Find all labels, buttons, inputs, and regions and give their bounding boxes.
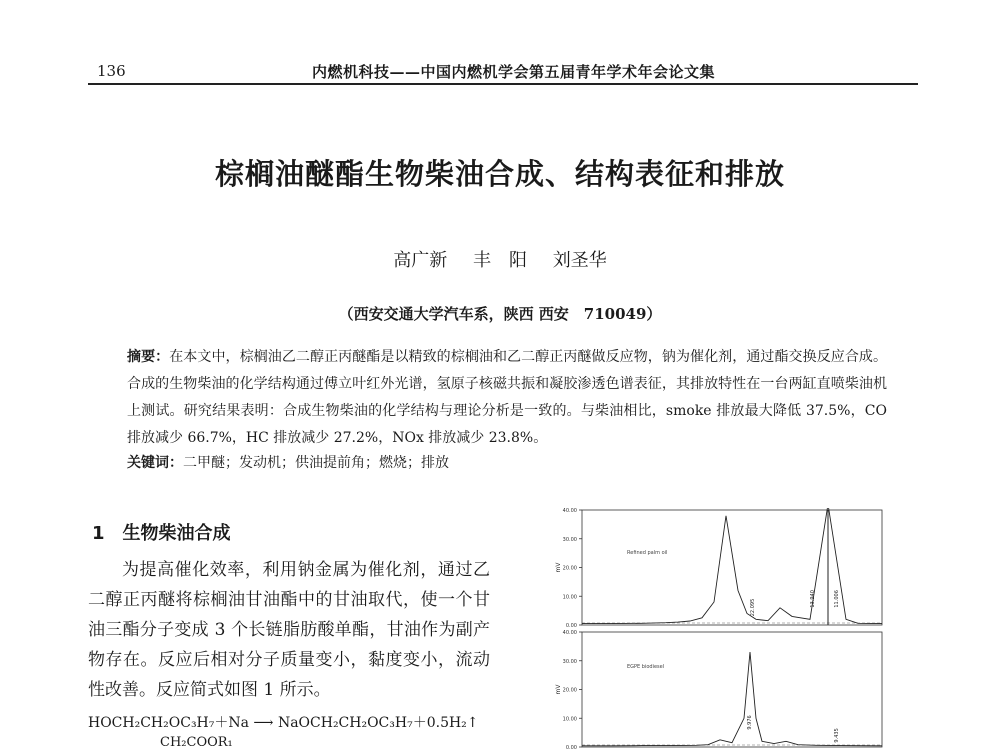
section-number: 1 [92,523,105,544]
y-tick-label: 30.00 [562,658,577,665]
y-axis-label: mV [555,562,562,573]
author-list [0,246,1000,272]
y-tick-label: 20.00 [562,565,577,572]
y-tick-label: 40.00 [562,508,577,514]
chromatogram-panel-2 [555,630,882,751]
abstract-label: 摘要： [127,349,170,365]
keywords [127,452,449,472]
reaction-equation: HOCH₂CH₂OC₃H₇＋Na ⟶ NaOCH₂CH₂OC₃H₇＋0.5H₂↑ [88,715,479,731]
section-title: 生物柴油合成 [122,523,231,544]
y-axis-label: mV [555,684,562,695]
peak-label: 11.006 [834,590,840,608]
author-name: 高广新 [393,250,448,271]
chromatogram-panel-1 [555,508,882,629]
peak-label: 9.976 [747,715,753,730]
y-tick-label: 20.00 [562,687,577,694]
header-rule [88,83,918,85]
running-title: 内燃机科技——中国内燃机学会第五届青年学术年会论文集 [312,63,716,81]
author-name: 刘圣华 [552,250,607,271]
legend-label: EGPE biodiesel [627,664,665,670]
y-tick-label: 10.00 [562,594,577,601]
keywords-text: 二甲醚；发动机；供油提前角；燃烧；排放 [183,455,449,471]
y-tick-label: 40.00 [562,630,577,636]
section-heading [92,519,231,545]
peak-label: 22.095 [750,598,756,617]
y-tick-label: 0.00 [565,623,577,629]
paper-title: 棕榈油醚酯生物柴油合成、结构表征和排放 [214,157,785,191]
author-name: 丰 阳 [473,250,527,271]
peak-label: 13.940 [810,590,816,608]
section-body [88,555,490,705]
peak-label: 9.435 [834,728,840,743]
abstract [127,344,887,452]
y-tick-label: 0.00 [565,745,577,751]
body-paragraph: 为提高催化效率，利用钠金属为催化剂，通过乙二醇正丙醚将棕榈油甘油酯中的甘油取代，使一个甘油三酯分子变成 3 个长链脂肪酸单酯，甘油作为副产物存在。反应后相对分子质量变小，黏度变小，流动性改善。反应简式如图 1 所示。 [88,560,490,700]
page-number: 136 [97,62,126,80]
abstract-text: 在本文中，棕榈油乙二醇正丙醚酯是以精致的棕榈油和乙二醇正丙醚做反应物，钠为催化剂，通过酯交换反应合成。合成的生物柴油的化学结构通过傅立叶红外光谱，氢原子核磁共振和凝胶渗透色谱表征，其排放特性在一台两缸直喷柴油机上测试。研究结果表明：合成生物柴油的化学结构与理论分析是一致的。与柴油相比，smoke 排放最大降低 37.5%，CO 排放减少 66.7%，HC 排放减少 27.2%，NOx 排放减少 23.8%。 [127,349,888,446]
affiliation: （西安交通大学汽车系，陕西 西安 710049） [338,305,662,323]
legend-label: Refined palm oil [627,550,668,556]
y-tick-label: 10.00 [562,716,577,723]
reaction-equation-line2: CH₂COOR₁ [160,735,233,750]
keywords-label: 关键词： [127,455,183,471]
y-tick-label: 30.00 [562,536,577,543]
chromatogram-figure [540,508,888,751]
